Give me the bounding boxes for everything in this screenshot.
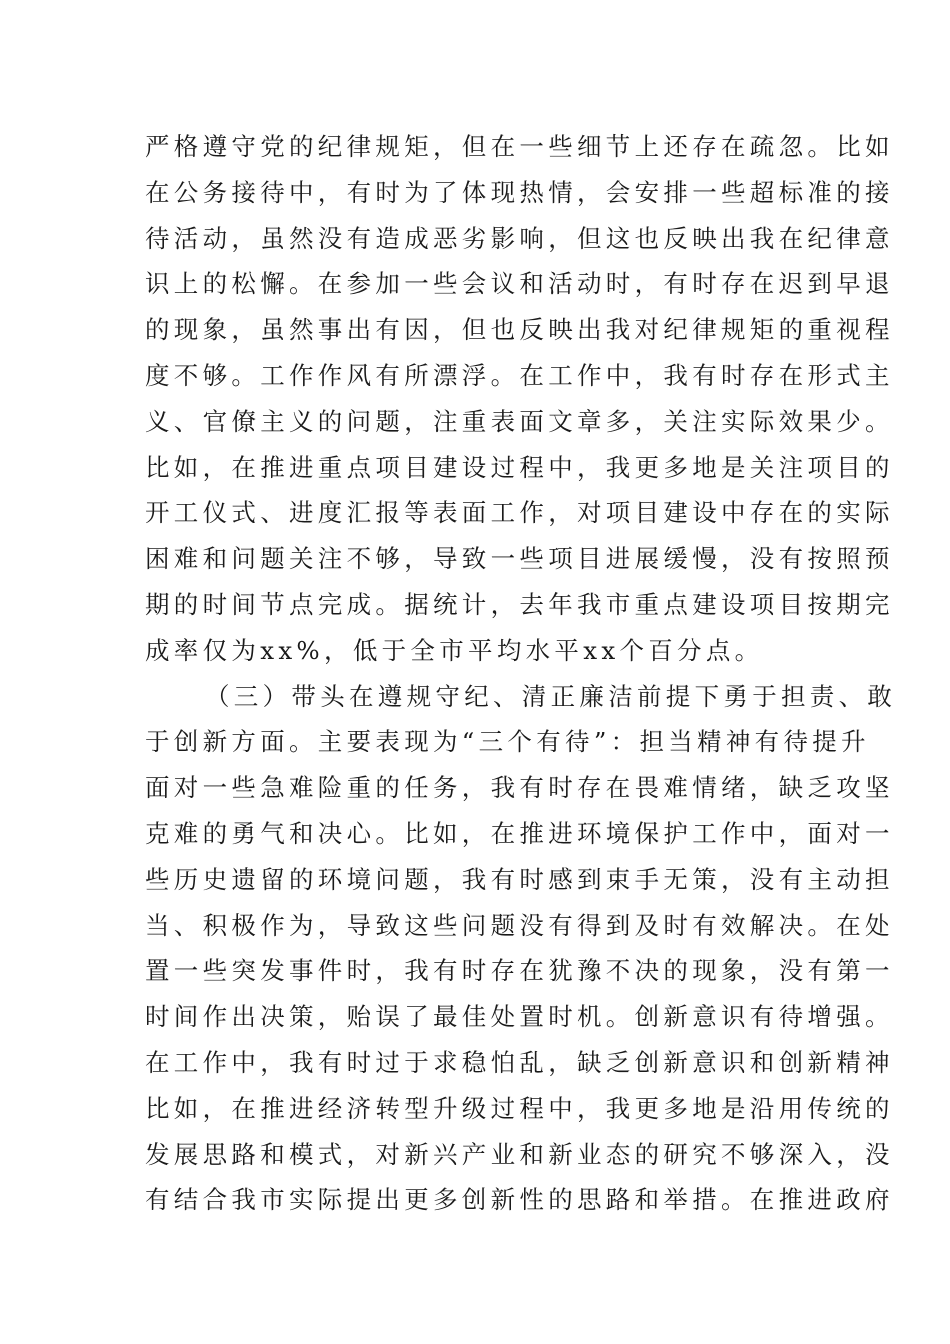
text-line: 面对一些急难险重的任务，我有时存在畏难情绪，缺乏攻坚	[145, 773, 894, 803]
text-line: 期的时间节点完成。据统计，去年我市重点建设项目按期完	[145, 589, 894, 619]
text-line: 开工仪式、进度汇报等表面工作，对项目建设中存在的实际	[145, 498, 894, 528]
text-line: 严格遵守党的纪律规矩，但在一些细节上还存在疏忽。比如	[145, 132, 894, 161]
section-heading-line: （三）带头在遵规守纪、清正廉洁前提下勇于担责、敢	[205, 681, 897, 711]
text-line: 义、官僚主义的问题，注重表面文章多，关注实际效果少。	[145, 406, 894, 436]
text-line: 置一些突发事件时，我有时存在犹豫不决的现象，没有第一	[145, 956, 894, 986]
text-line: 克难的勇气和决心。比如，在推进环境保护工作中，面对一	[145, 818, 894, 848]
text-line: 识上的松懈。在参加一些会议和活动时，有时存在迟到早退	[145, 269, 894, 299]
text-line: 发展思路和模式，对新兴产业和新业态的研究不够深入，没	[145, 1139, 894, 1169]
document-body	[145, 124, 897, 1223]
text-line: 比如，在推进重点项目建设过程中，我更多地是关注项目的	[145, 452, 894, 482]
text-line: 待活动，虽然没有造成恶劣影响，但这也反映出我在纪律意	[145, 223, 894, 253]
text-line: 在公务接待中，有时为了体现热情，会安排一些超标准的接	[145, 177, 894, 207]
text-line: 些历史遗留的环境问题，我有时感到束手无策，没有主动担	[145, 864, 894, 894]
text-line: 成率仅为xx%，低于全市平均水平xx个百分点。	[145, 635, 764, 665]
text-line: 困难和问题关注不够，导致一些项目进展缓慢，没有按照预	[145, 544, 894, 574]
text-line: 当、积极作为，导致这些问题没有得到及时有效解决。在处	[145, 910, 894, 940]
text-line: 于创新方面。主要表现为“三个有待”：担当精神有待提升	[145, 727, 870, 757]
text-line: 度不够。工作作风有所漂浮。在工作中，我有时存在形式主	[145, 360, 894, 390]
text-line: 有结合我市实际提出更多创新性的思路和举措。在推进政府	[145, 1185, 894, 1215]
text-line: 时间作出决策，贻误了最佳处置时机。创新意识有待增强。	[145, 1002, 894, 1032]
text-line: 在工作中，我有时过于求稳怕乱，缺乏创新意识和创新精神	[145, 1047, 894, 1077]
text-line: 比如，在推进经济转型升级过程中，我更多地是沿用传统的	[145, 1093, 894, 1123]
text-line: 的现象，虽然事出有因，但也反映出我对纪律规矩的重视程	[145, 315, 894, 345]
